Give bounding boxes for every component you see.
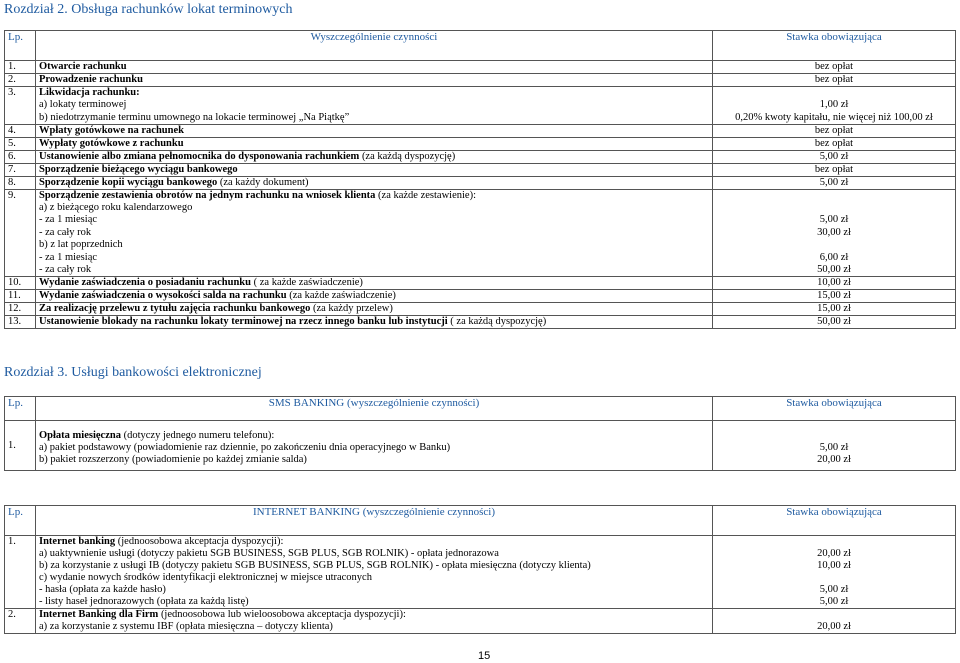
table-row bbox=[5, 596, 956, 609]
row-description bbox=[36, 621, 713, 634]
table-row bbox=[5, 303, 956, 316]
row-lp: 9. bbox=[5, 189, 36, 202]
row-rate: 0,20% kwoty kapitału, nie więcej niż 100,00 zł bbox=[713, 112, 956, 125]
row-lp: 2. bbox=[5, 609, 36, 622]
table-row bbox=[5, 202, 956, 215]
row-rate: 5,00 zł bbox=[713, 214, 956, 227]
row-lp bbox=[5, 596, 36, 609]
table-row bbox=[5, 316, 956, 329]
row-rate: 5,00 zł bbox=[713, 596, 956, 609]
table-row bbox=[5, 87, 956, 100]
table-row bbox=[5, 548, 956, 560]
row-rate: 50,00 zł bbox=[713, 316, 956, 329]
section2-title: Rozdział 2. Obsługa rachunków lokat terminowych bbox=[4, 2, 293, 17]
table-row bbox=[5, 150, 956, 163]
row-rate: bez opłat bbox=[713, 74, 956, 87]
col-rate-header: Stawka obowiązująca bbox=[713, 397, 956, 421]
row-description-main: Ustanowienie albo zmiana pełnomocnika do dysponowania rachunkiem bbox=[39, 150, 360, 162]
table-row bbox=[5, 621, 956, 634]
row-lp bbox=[5, 548, 36, 560]
sms-rates bbox=[713, 421, 956, 471]
row-description-note: (za każdy dokument) bbox=[219, 176, 309, 188]
row-description-note: (za każde zaświadczenie) bbox=[289, 290, 396, 301]
sms-line-b: b) pakiet rozszerzony (powiadomienie po każdej zmianie salda) bbox=[39, 454, 307, 465]
table-row bbox=[5, 264, 956, 277]
page-number: 15 bbox=[478, 650, 491, 662]
row-description-main: Za realizację przelewu z tytułu zajęcia rachunku bankowego bbox=[39, 303, 311, 314]
col-desc-header: SMS BANKING (wyszczególnienie czynności) bbox=[36, 397, 713, 421]
row-rate bbox=[713, 536, 956, 549]
col-rate-header: Stawka obowiązująca bbox=[713, 506, 956, 536]
col-rate-header: Stawka obowiązująca bbox=[713, 31, 956, 61]
table-row bbox=[5, 252, 956, 265]
row-description-main: Likwidacja rachunku: bbox=[39, 87, 140, 98]
row-description bbox=[36, 264, 713, 277]
row-description bbox=[36, 227, 713, 240]
row-description-note: (jednoosobowa akceptacja dyspozycji): bbox=[117, 536, 284, 547]
row-rate: 30,00 zł bbox=[713, 227, 956, 240]
table-row bbox=[5, 189, 956, 202]
table-row bbox=[5, 572, 956, 584]
row-description-main: Prowadzenie rachunku bbox=[39, 74, 143, 85]
sms-rate-a: 5,00 zł bbox=[819, 442, 849, 453]
row-lp bbox=[5, 202, 36, 215]
col-desc-header: Wyszczególnienie czynności bbox=[36, 31, 713, 61]
row-description-main: a) z bieżącego roku kalendarzowego bbox=[39, 201, 193, 213]
row-description-main: Internet Banking dla Firm bbox=[39, 609, 159, 620]
row-lp: 4. bbox=[5, 124, 36, 137]
row-description-main: Sporządzenie zestawienia obrotów na jednym rachunku na wniosek klienta bbox=[39, 189, 376, 201]
row-description bbox=[36, 202, 713, 215]
row-description-main: c) wydanie nowych środków identyfikacji elektronicznej w miejsce utraconych bbox=[39, 572, 372, 583]
row-rate bbox=[713, 87, 956, 100]
col-desc-header: INTERNET BANKING (wyszczególnienie czynności) bbox=[36, 506, 713, 536]
row-rate: bez opłat bbox=[713, 61, 956, 74]
row-lp: 1. bbox=[5, 61, 36, 74]
table-row bbox=[5, 99, 956, 112]
row-rate: bez opłat bbox=[713, 137, 956, 150]
row-rate: 50,00 zł bbox=[713, 264, 956, 277]
row-lp bbox=[5, 572, 36, 584]
row-lp bbox=[5, 264, 36, 277]
row-description-main: - za 1 miesiąc bbox=[39, 214, 98, 225]
row-description-note: ( za każdą dyspozycję) bbox=[450, 316, 547, 327]
row-lp bbox=[5, 584, 36, 596]
table-row bbox=[5, 137, 956, 150]
table-row bbox=[5, 176, 956, 189]
row-description bbox=[36, 87, 713, 100]
row-rate: 15,00 zł bbox=[713, 290, 956, 303]
row-description-note: (za każdy przelew) bbox=[312, 303, 393, 314]
row-lp bbox=[5, 252, 36, 265]
row-description bbox=[36, 572, 713, 584]
row-description bbox=[36, 99, 713, 112]
row-lp bbox=[5, 621, 36, 634]
row-description bbox=[36, 290, 713, 303]
sms-line-a: a) pakiet podstawowy (powiadomienie raz dziennie, po zakończeniu dnia operacyjnego w Banku) bbox=[39, 442, 451, 453]
row-rate: 5,00 zł bbox=[713, 150, 956, 163]
row-lp bbox=[5, 560, 36, 572]
row-description-main: - za cały rok bbox=[39, 264, 92, 275]
row-lp: 13. bbox=[5, 316, 36, 329]
row-description-main: Wydanie zaświadczenia o wysokości salda na rachunku bbox=[39, 290, 287, 301]
row-rate: 20,00 zł bbox=[713, 548, 956, 560]
row-description-main: a) za korzystanie z systemu IBF (opłata miesięczna – dotyczy klienta) bbox=[39, 621, 333, 632]
row-description bbox=[36, 252, 713, 265]
row-rate: 5,00 zł bbox=[713, 176, 956, 189]
row-rate: 10,00 zł bbox=[713, 277, 956, 290]
row-description bbox=[36, 214, 713, 227]
table-row bbox=[5, 609, 956, 622]
section3-title: Rozdział 3. Usługi bankowości elektronicznej bbox=[4, 365, 262, 380]
row-description bbox=[36, 584, 713, 596]
table-row bbox=[5, 163, 956, 176]
row-description-note: ( za każde zaświadczenie) bbox=[253, 277, 363, 288]
row-description-main: Wypłaty gotówkowe z rachunku bbox=[39, 137, 184, 149]
row-description-main: b) niedotrzymanie terminu umownego na lokacie terminowej „Na Piątkę” bbox=[39, 111, 350, 123]
row-rate: 15,00 zł bbox=[713, 303, 956, 316]
row-rate bbox=[713, 202, 956, 215]
row-description bbox=[36, 112, 713, 125]
table-row bbox=[5, 560, 956, 572]
table-row bbox=[5, 112, 956, 125]
row-description-main: - za 1 miesiąc bbox=[39, 251, 98, 263]
row-lp: 1. bbox=[5, 421, 36, 471]
sms-description bbox=[36, 421, 713, 471]
table-row bbox=[5, 74, 956, 87]
row-description-note: (za każde zestawienie): bbox=[378, 189, 476, 201]
internet-banking-table bbox=[4, 505, 956, 634]
row-description-main: Sporządzenie kopii wyciągu bankowego bbox=[39, 176, 218, 188]
row-description-main: b) z lat poprzednich bbox=[39, 239, 123, 250]
row-rate: 5,00 zł bbox=[713, 584, 956, 596]
row-description bbox=[36, 176, 713, 189]
col-lp-header: Lp. bbox=[5, 397, 36, 421]
row-description-main: a) lokaty terminowej bbox=[39, 99, 127, 110]
row-lp: 5. bbox=[5, 137, 36, 150]
table-row bbox=[5, 584, 956, 596]
row-rate: bez opłat bbox=[713, 124, 956, 137]
row-description bbox=[36, 548, 713, 560]
row-lp: 11. bbox=[5, 290, 36, 303]
row-rate: 6,00 zł bbox=[713, 252, 956, 265]
table-row bbox=[5, 536, 956, 549]
row-description bbox=[36, 560, 713, 572]
row-lp: 8. bbox=[5, 176, 36, 189]
sms-rate-b: 20,00 zł bbox=[817, 454, 851, 465]
row-description-main: - za cały rok bbox=[39, 226, 92, 238]
row-lp: 6. bbox=[5, 150, 36, 163]
row-rate bbox=[713, 239, 956, 252]
row-lp: 7. bbox=[5, 163, 36, 176]
sms-banking-table bbox=[4, 396, 956, 471]
row-description-main: Otwarcie rachunku bbox=[39, 61, 127, 72]
row-description bbox=[36, 124, 713, 137]
row-rate: 20,00 zł bbox=[713, 621, 956, 634]
row-rate bbox=[713, 609, 956, 622]
row-rate bbox=[713, 189, 956, 202]
row-lp bbox=[5, 239, 36, 252]
sms-head: Opłata miesięczna bbox=[39, 430, 121, 441]
row-description bbox=[36, 277, 713, 290]
row-lp bbox=[5, 214, 36, 227]
row-description-main: Wydanie zaświadczenia o posiadaniu rachunku bbox=[39, 277, 251, 288]
table-row bbox=[5, 227, 956, 240]
row-rate bbox=[713, 572, 956, 584]
row-description bbox=[36, 609, 713, 622]
col-lp-header: Lp. bbox=[5, 506, 36, 536]
row-description-main: Sporządzenie bieżącego wyciągu bankowego bbox=[39, 163, 238, 175]
sms-head-note: (dotyczy jednego numeru telefonu): bbox=[123, 430, 275, 441]
row-lp: 2. bbox=[5, 74, 36, 87]
row-rate: bez opłat bbox=[713, 163, 956, 176]
table-row bbox=[5, 290, 956, 303]
row-description bbox=[36, 596, 713, 609]
table-row bbox=[5, 277, 956, 290]
row-lp: 1. bbox=[5, 536, 36, 549]
row-rate: 10,00 zł bbox=[713, 560, 956, 572]
row-description-main: - listy haseł jednorazowych (opłata za każdą listę) bbox=[39, 596, 249, 607]
table-row bbox=[5, 124, 956, 137]
row-description bbox=[36, 189, 713, 202]
row-description bbox=[36, 536, 713, 549]
row-lp: 12. bbox=[5, 303, 36, 316]
account-fees-table bbox=[4, 30, 956, 329]
table-row bbox=[5, 61, 956, 74]
row-description-main: Internet banking bbox=[39, 536, 116, 547]
row-description bbox=[36, 303, 713, 316]
row-rate: 1,00 zł bbox=[713, 99, 956, 112]
row-description-main: Wpłaty gotówkowe na rachunek bbox=[39, 124, 184, 136]
table-row bbox=[5, 214, 956, 227]
row-description bbox=[36, 163, 713, 176]
row-description bbox=[36, 137, 713, 150]
row-lp bbox=[5, 112, 36, 125]
row-description-main: a) uaktywnienie usługi (dotyczy pakietu SGB BUSINESS, SGB PLUS, SGB ROLNIK) - opłata jednorazowa bbox=[39, 548, 499, 559]
row-lp: 3. bbox=[5, 87, 36, 100]
row-description bbox=[36, 150, 713, 163]
row-lp bbox=[5, 99, 36, 112]
col-lp-header: Lp. bbox=[5, 31, 36, 61]
row-description-note: (za każdą dyspozycję) bbox=[361, 150, 456, 162]
row-description bbox=[36, 239, 713, 252]
row-description bbox=[36, 61, 713, 74]
row-lp: 10. bbox=[5, 277, 36, 290]
row-description-main: - hasła (opłata za każde hasło) bbox=[39, 584, 166, 595]
row-description bbox=[36, 316, 713, 329]
table-row bbox=[5, 239, 956, 252]
row-description-note: (jednoosobowa lub wieloosobowa akceptacja dyspozycji): bbox=[160, 609, 406, 620]
row-lp bbox=[5, 227, 36, 240]
row-description-main: Ustanowienie blokady na rachunku lokaty terminowej na rzecz innego banku lub instytucji bbox=[39, 316, 448, 327]
row-description-main: b) za korzystanie z usługi IB (dotyczy pakietu SGB BUSINESS, SGB PLUS, SGB ROLNIK) - opłata miesięczna (dotyczy klienta) bbox=[39, 560, 591, 571]
row-description bbox=[36, 74, 713, 87]
